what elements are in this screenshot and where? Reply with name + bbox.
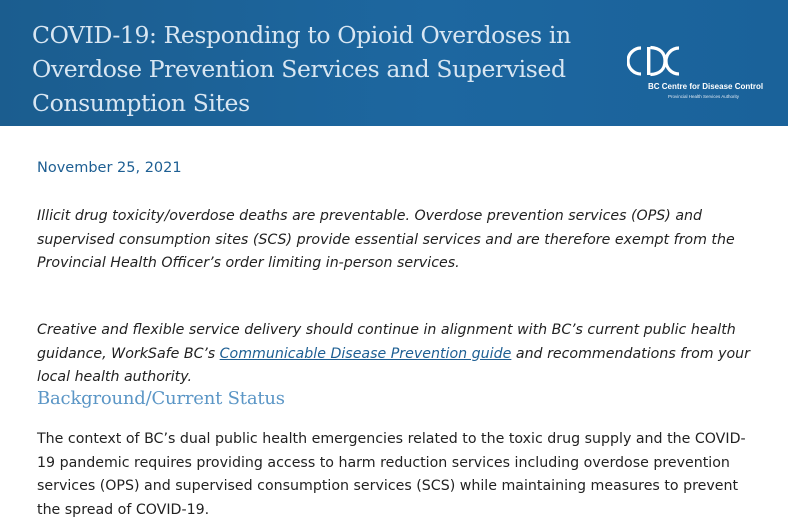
logo-org-subtitle: Provincial Health Services Authority [668,94,740,99]
guidance-text-before: Creative and flexible service delivery should continue in alignment with BC’s current public health guidance, WorkSafe BC’s [37,322,736,362]
document-date: November 25, 2021 [37,160,182,176]
header-banner [0,0,788,126]
guidance-paragraph [37,319,757,390]
bccdc-logo [622,43,772,103]
intro-paragraph: Illicit drug toxicity/overdose deaths are preventable. Overdose prevention services (OPS) and supervised consumption sites (SCS) provide essential services and are therefore exempt from the Provincial Health Officer’s order limiting in-person services. [37,208,735,271]
communicable-disease-guide-link[interactable]: Communicable Disease Prevention guide [219,345,512,362]
guidance-text-after: and recommendations from your local health authority. [37,345,750,385]
background-paragraph: The context of BC’s dual public health emergencies related to the toxic drug supply and the COVID-19 pandemic requires providing access to harm reduction services including overdose prevention services (OPS) and supervised consumption services (SCS) while maintaining measures to prevent the spread of COVID-19. [37,431,746,518]
section-heading-background: Background/Current Status [37,388,285,409]
cdc-logo-icon [627,43,687,79]
logo-org-name: BC Centre for Disease Control [648,82,764,91]
document-title: COVID-19: Responding to Opioid Overdoses in Overdose Prevention Services and Supervised Consumption Sites [32,21,571,117]
